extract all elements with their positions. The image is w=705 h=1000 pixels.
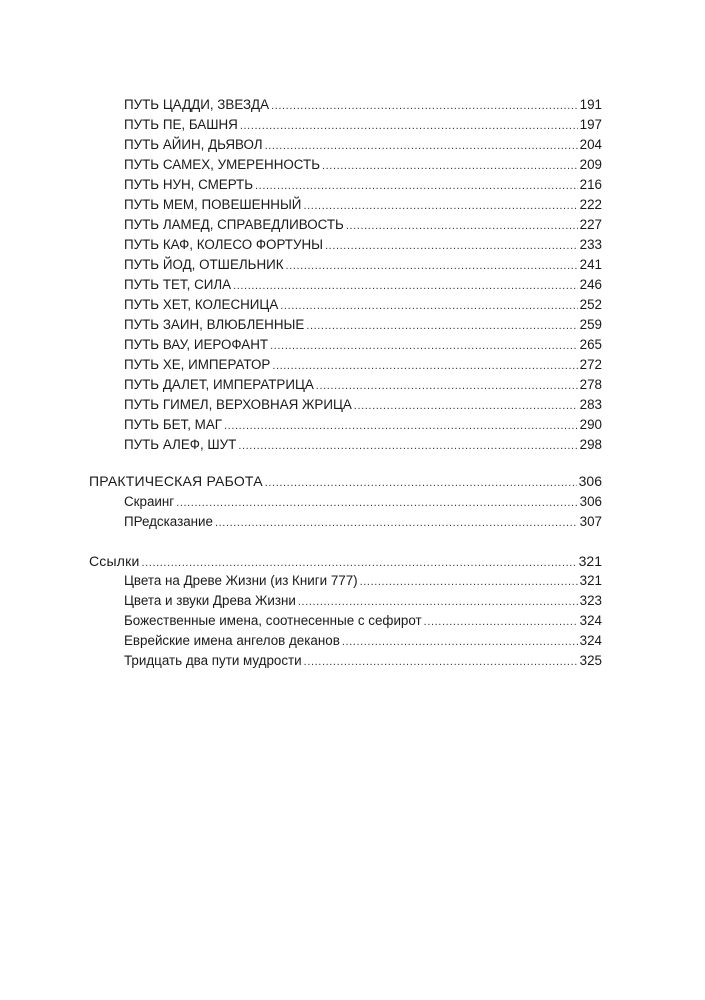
toc-entry[interactable] xyxy=(124,512,602,532)
toc-entry-page: 191 xyxy=(579,97,602,112)
toc-entry-page: 209 xyxy=(579,157,602,172)
toc-entry-page: 307 xyxy=(579,514,602,529)
toc-entry-page: 227 xyxy=(579,217,602,232)
toc-entry-title: Еврейские имена ангелов деканов xyxy=(124,633,340,648)
toc-entry-title: ПУТЬ БЕТ, МАГ xyxy=(124,417,223,432)
toc-section-title: Ссылки xyxy=(89,553,140,569)
dot-leader xyxy=(322,156,578,176)
dot-leader xyxy=(255,176,578,196)
toc-entry-page: 324 xyxy=(579,613,602,628)
toc-entry-title: ПУТЬ ПЕ, БАШНЯ xyxy=(124,117,238,132)
dot-leader xyxy=(424,612,578,632)
toc-entry-page: 272 xyxy=(579,357,602,372)
toc-entry[interactable] xyxy=(124,492,602,512)
toc-entry-page: 283 xyxy=(579,397,602,412)
toc-entry-path[interactable] xyxy=(124,355,602,375)
dot-leader xyxy=(272,356,577,376)
dot-leader xyxy=(304,652,578,672)
toc-section-heading[interactable] xyxy=(89,550,602,572)
dot-leader xyxy=(240,116,578,136)
toc-entry-path[interactable] xyxy=(124,415,602,435)
toc-entry-title: ПУТЬ ЗАИН, ВЛЮБЛЕННЫЕ xyxy=(124,317,305,332)
dot-leader xyxy=(360,572,578,592)
dot-leader xyxy=(265,136,578,156)
toc-entry-page: 306 xyxy=(579,494,602,509)
toc-entry-page: 259 xyxy=(579,317,602,332)
toc-entry-path[interactable] xyxy=(124,315,602,335)
toc-section-title: ПРАКТИЧЕСКАЯ РАБОТА xyxy=(89,473,263,489)
toc-entry-title: ПУТЬ МЕМ, ПОВЕШЕННЫЙ xyxy=(124,197,302,212)
toc-entry-page: 216 xyxy=(579,177,602,192)
toc-entry-path[interactable] xyxy=(124,155,602,175)
toc-entry-title: ПУТЬ НУН, СМЕРТЬ xyxy=(124,177,254,192)
toc-entry-page: 321 xyxy=(579,573,602,588)
toc-entry-path[interactable] xyxy=(124,135,602,155)
toc-entry-path[interactable] xyxy=(124,175,602,195)
toc-entry-title: ПУТЬ АЛЕФ, ШУТ xyxy=(124,437,237,452)
toc-entry-page: 197 xyxy=(579,117,602,132)
dot-leader xyxy=(176,493,577,513)
dot-leader xyxy=(265,472,577,494)
toc-entry-title: ПУТЬ ТЕТ, СИЛА xyxy=(124,277,232,292)
dot-leader xyxy=(298,592,578,612)
toc-entry-title: ПУТЬ ЛАМЕД, СПРАВЕДЛИВОСТЬ xyxy=(124,217,344,232)
toc-entry-page: 265 xyxy=(579,337,602,352)
dot-leader xyxy=(271,96,578,116)
dot-leader xyxy=(270,336,578,356)
dot-leader xyxy=(215,513,578,533)
dot-leader xyxy=(346,216,578,236)
toc-entry-page: 278 xyxy=(579,377,602,392)
dot-leader xyxy=(354,396,578,416)
toc-entry-page: 298 xyxy=(579,437,602,452)
dot-leader xyxy=(306,316,577,336)
toc-entry-path[interactable] xyxy=(124,435,602,455)
toc-entry-title: ПУТЬ ЙОД, ОТШЕЛЬНИК xyxy=(124,257,284,272)
toc-entry-title: ПУТЬ ЦАДДИ, ЗВЕЗДА xyxy=(124,97,270,112)
dot-leader xyxy=(224,416,578,436)
toc-entry-page: 325 xyxy=(579,653,602,668)
toc-entry[interactable] xyxy=(124,651,602,671)
toc-entry[interactable] xyxy=(124,611,602,631)
toc-entry-path[interactable] xyxy=(124,95,602,115)
toc-entry-page: 204 xyxy=(579,137,602,152)
toc-entry-title: ПУТЬ ХЕТ, КОЛЕСНИЦА xyxy=(124,297,279,312)
toc-entry-title: Скраинг xyxy=(124,494,175,509)
toc-entry-page: 222 xyxy=(579,197,602,212)
toc-entry[interactable] xyxy=(124,571,602,591)
dot-leader xyxy=(233,276,578,296)
toc-entry-title: Божественные имена, соотнесенные с сефирот xyxy=(124,613,422,628)
dot-leader xyxy=(280,296,577,316)
toc-entry-path[interactable] xyxy=(124,255,602,275)
toc-entry-path[interactable] xyxy=(124,375,602,395)
toc-entry-title: ПРедсказание xyxy=(124,514,213,529)
dot-leader xyxy=(316,376,578,396)
toc-entry-title: ПУТЬ ДАЛЕТ, ИМПЕРАТРИЦА xyxy=(124,377,314,392)
dot-leader xyxy=(325,236,578,256)
toc-entry-page: 324 xyxy=(579,633,602,648)
toc-section-page: 321 xyxy=(578,553,602,569)
toc-entry-page: 323 xyxy=(579,593,602,608)
toc-entry-path[interactable] xyxy=(124,215,602,235)
dot-leader xyxy=(238,436,577,456)
toc-entry-path[interactable] xyxy=(124,395,602,415)
toc-entry-page: 233 xyxy=(579,237,602,252)
toc-section-page: 306 xyxy=(578,473,602,489)
toc-entry-page: 252 xyxy=(579,297,602,312)
dot-leader xyxy=(303,196,577,216)
toc-entry-title: ПУТЬ ВАУ, ИЕРОФАНТ xyxy=(124,337,269,352)
toc-entry-path[interactable] xyxy=(124,235,602,255)
toc-entry-title: ПУТЬ ХЕ, ИМПЕРАТОР xyxy=(124,357,271,372)
toc-entry-title: Цвета и звуки Древа Жизни xyxy=(124,593,296,608)
toc-entry-title: ПУТЬ КАФ, КОЛЕСО ФОРТУНЫ xyxy=(124,237,324,252)
toc-entry-path[interactable] xyxy=(124,335,602,355)
toc-entry-title: ПУТЬ САМЕХ, УМЕРЕННОСТЬ xyxy=(124,157,320,172)
toc-entry-title: Цвета на Древе Жизни (из Книги 777) xyxy=(124,573,358,588)
toc-entry-title: Тридцать два пути мудрости xyxy=(124,653,302,668)
toc-section-heading[interactable] xyxy=(89,470,602,492)
dot-leader xyxy=(286,256,578,276)
toc-entry[interactable] xyxy=(124,591,602,611)
toc-entry-path[interactable] xyxy=(124,195,602,215)
toc-entry-page: 241 xyxy=(579,257,602,272)
toc-entry-path[interactable] xyxy=(124,295,602,315)
toc-entry-page: 290 xyxy=(579,417,602,432)
toc-entry-page: 246 xyxy=(579,277,602,292)
toc-entry-title: ПУТЬ АЙИН, ДЬЯВОЛ xyxy=(124,137,263,152)
toc-entry-title: ПУТЬ ГИМЕЛ, ВЕРХОВНАЯ ЖРИЦА xyxy=(124,397,352,412)
toc-entry-path[interactable] xyxy=(124,115,602,135)
dot-leader xyxy=(342,632,578,652)
toc-entry-path[interactable] xyxy=(124,275,602,295)
toc-entry[interactable] xyxy=(124,631,602,651)
